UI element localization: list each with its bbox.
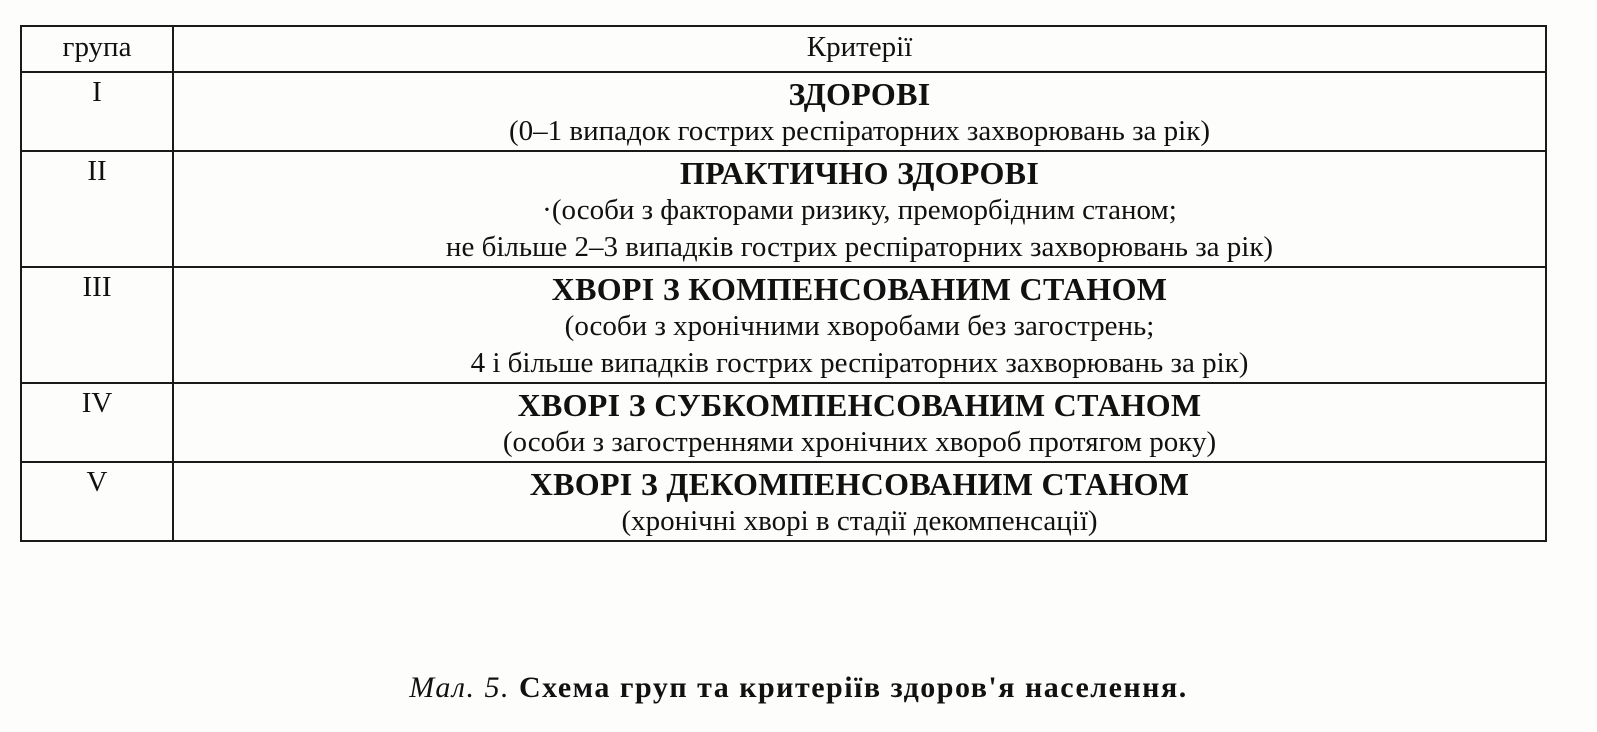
criteria-line: (0–1 випадок гострих респіраторних захворювань за рік) <box>509 115 1210 147</box>
table-row <box>21 462 1546 541</box>
group-number-cell: I <box>21 72 173 151</box>
group-number-cell: III <box>21 267 173 383</box>
figure-caption <box>0 668 1597 708</box>
criteria-line: ·(особи з факторами ризику, преморбідним станом; <box>542 194 1177 226</box>
table-row <box>21 151 1546 267</box>
header-criteria-cell: Критерії <box>173 26 1546 72</box>
criteria-cell <box>173 72 1546 151</box>
table-row <box>21 267 1546 383</box>
caption-text: Схема груп та критеріїв здоров'я населення. <box>518 671 1188 704</box>
criteria-line: (хронічні хворі в стадії декомпенсації) <box>621 505 1098 537</box>
group-number-cell: II <box>21 151 173 267</box>
criteria-line: (особи з хронічними хворобами без загострень; <box>564 310 1155 342</box>
criteria-cell <box>173 383 1546 462</box>
group-title: ХВОРІ З ДЕКОМПЕНСОВАНИМ СТАНОМ <box>529 466 1190 502</box>
criteria-line: 4 і більше випадків гострих респіраторних захворювань за рік) <box>470 347 1249 379</box>
caption-label: Мал. 5. <box>409 671 510 704</box>
table-row <box>21 383 1546 462</box>
table-header-row <box>21 26 1546 72</box>
criteria-line: не більше 2–3 випадків гострих респіраторних захворювань за рік) <box>445 231 1274 263</box>
criteria-cell <box>173 267 1546 383</box>
group-title: ХВОРІ З СУБКОМПЕНСОВАНИМ СТАНОМ <box>517 387 1202 423</box>
group-title: ЗДОРОВІ <box>788 76 931 112</box>
health-groups-table <box>20 25 1547 542</box>
criteria-cell <box>173 151 1546 267</box>
table-row <box>21 72 1546 151</box>
group-number-cell: V <box>21 462 173 541</box>
criteria-cell <box>173 462 1546 541</box>
group-number-cell: IV <box>21 383 173 462</box>
header-group-cell: група <box>21 26 173 72</box>
group-title: ХВОРІ З КОМПЕНСОВАНИМ СТАНОМ <box>551 271 1168 307</box>
group-title: ПРАКТИЧНО ЗДОРОВІ <box>679 155 1040 191</box>
criteria-line: (особи з загостреннями хронічних хвороб протягом року) <box>502 426 1217 458</box>
